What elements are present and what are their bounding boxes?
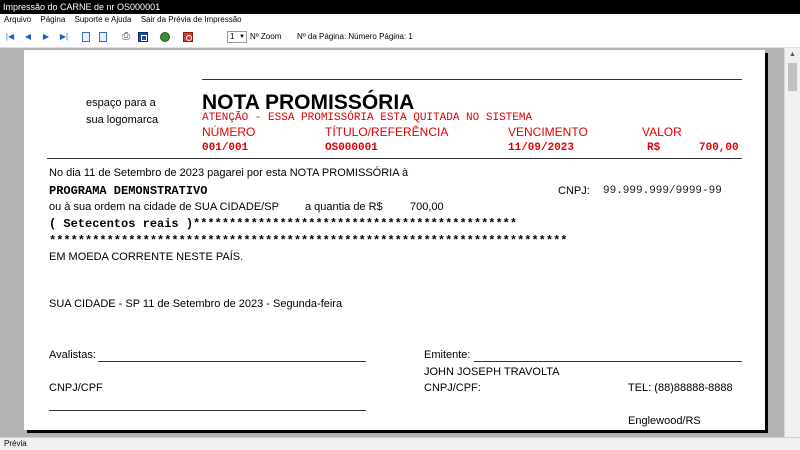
document-title: NOTA PROMISSÓRIA xyxy=(202,91,415,114)
window-title: Impressão do CARNE de nr OS000001 xyxy=(0,0,800,14)
value-valor: 700,00 xyxy=(699,142,739,154)
menu-bar xyxy=(0,14,800,26)
creditor-name: PROGRAMA DEMONSTRATIVO xyxy=(49,184,208,198)
menu-arquivo[interactable]: Arquivo xyxy=(4,15,32,24)
emitente-cnpj: CNPJ/CPF: xyxy=(424,382,481,394)
promissory-note-page xyxy=(24,50,765,430)
currency-line: EM MOEDA CORRENTE NESTE PAÍS. xyxy=(49,251,244,263)
header-valor: VALOR xyxy=(642,125,682,139)
multi-page-icon[interactable] xyxy=(97,31,109,43)
city-order-line: ou à sua ordem na cidade de SUA CIDADE/SP xyxy=(49,201,279,213)
avalistas-cnpj: CNPJ/CPF xyxy=(49,382,103,394)
preview-area[interactable] xyxy=(0,48,800,437)
promise-line: No dia 11 de Setembro de 2023 pagarei por esta NOTA PROMISSÓRIA à xyxy=(49,167,409,179)
emitente-phone: TEL: (88)88888-8888 xyxy=(628,382,733,394)
vertical-scrollbar[interactable] xyxy=(784,48,800,437)
amount-label: a quantia de R$ xyxy=(305,201,383,213)
logo-placeholder-line2: sua logomarca xyxy=(86,114,159,126)
chevron-down-icon: ▼ xyxy=(239,34,245,40)
logo-placeholder-line1: espaço para a xyxy=(86,97,156,109)
header-rule xyxy=(47,158,742,159)
grid-icon[interactable] xyxy=(137,31,149,43)
value-vencimento: 11/09/2023 xyxy=(508,142,575,154)
emitente-name: JOHN JOSEPH TRAVOLTA xyxy=(424,366,560,378)
top-rule xyxy=(202,79,742,80)
value-titulo: OS000001 xyxy=(325,142,378,154)
last-page-icon[interactable]: ▶| xyxy=(59,32,69,41)
avalistas-label: Avalistas: xyxy=(49,349,96,361)
header-numero: NÚMERO xyxy=(202,125,256,139)
menu-suporte[interactable]: Suporte e Ajuda xyxy=(74,15,132,24)
first-page-icon[interactable]: |◀ xyxy=(5,32,15,41)
prev-page-icon[interactable]: ◀ xyxy=(24,32,32,41)
single-page-icon[interactable] xyxy=(80,31,92,43)
zoom-label: Nº Zoom xyxy=(250,32,282,41)
zoom-value: 1 xyxy=(230,32,235,41)
amount-value: 700,00 xyxy=(410,201,444,213)
print-icon[interactable]: ⎙ xyxy=(122,31,130,42)
avalistas-second-line xyxy=(49,410,366,411)
menu-pagina[interactable]: Página xyxy=(40,15,66,24)
city-date-line: SUA CIDADE - SP 11 de Setembro de 2023 - Segunda-feira xyxy=(49,298,343,310)
avalistas-signature-line xyxy=(98,361,366,362)
scroll-thumb[interactable] xyxy=(788,63,797,91)
value-currency: R$ xyxy=(647,142,661,154)
export-excel-icon[interactable] xyxy=(159,31,171,43)
emitente-label: Emitente: xyxy=(424,349,471,361)
status-bar: Prévia xyxy=(0,437,800,450)
scroll-up-icon[interactable]: ▲ xyxy=(789,51,796,58)
cnpj-label: CNPJ: xyxy=(558,185,590,197)
cnpj-value: 99.999.999/9999-99 xyxy=(603,185,722,197)
next-page-icon[interactable]: ▶ xyxy=(42,32,50,41)
header-titulo: TÍTULO/REFERÊNCIA xyxy=(325,125,449,139)
page-number-label: Nº da Página: Número Página: 1 xyxy=(297,32,413,41)
header-vencimento: VENCIMENTO xyxy=(508,125,588,139)
menu-sair[interactable]: Sair da Prévia de Impressão xyxy=(140,15,242,24)
amount-in-words: ( Setecentos reais )********************************************* xyxy=(49,217,518,231)
emitente-signature-line xyxy=(474,361,742,362)
emitente-city: Englewood/RS xyxy=(628,415,701,427)
close-preview-icon[interactable] xyxy=(182,31,194,43)
paid-warning: ATENÇÃO - ESSA PROMISSÓRIA ESTA QUITADA NO SISTEMA xyxy=(202,112,533,124)
star-filler: ************************************************************************ xyxy=(49,234,568,248)
value-numero: 001/001 xyxy=(202,142,249,154)
zoom-select[interactable] xyxy=(227,31,247,43)
